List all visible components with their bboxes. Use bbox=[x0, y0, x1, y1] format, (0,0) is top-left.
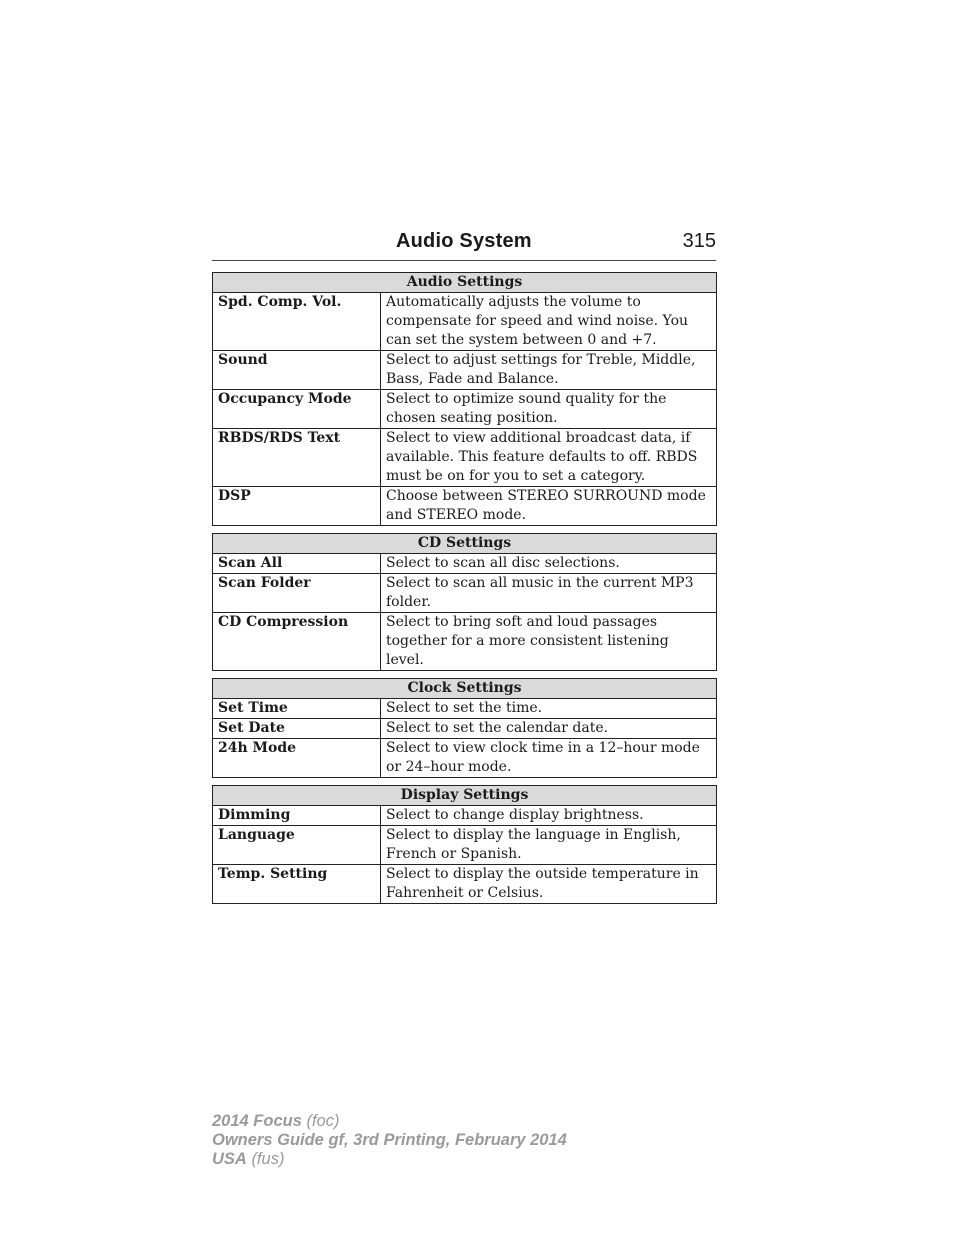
setting-name: Spd. Comp. Vol. bbox=[213, 293, 381, 351]
table-row bbox=[213, 351, 717, 390]
table-row bbox=[213, 865, 717, 904]
footer-market: USA bbox=[212, 1150, 247, 1168]
table-row bbox=[213, 390, 717, 429]
table-heading: Clock Settings bbox=[213, 679, 717, 699]
setting-description: Select to display the outside temperature in Fahrenheit or Celsius. bbox=[381, 865, 717, 904]
setting-name: Language bbox=[213, 826, 381, 865]
setting-name: Scan All bbox=[213, 554, 381, 574]
setting-name: CD Compression bbox=[213, 613, 381, 671]
setting-description: Select to bring soft and loud passages together for a more consistent listening level. bbox=[381, 613, 717, 671]
page-number: 315 bbox=[682, 230, 716, 252]
setting-name: Occupancy Mode bbox=[213, 390, 381, 429]
table-heading: Audio Settings bbox=[213, 273, 717, 293]
footer-model-code: (foc) bbox=[306, 1112, 340, 1130]
table-row bbox=[213, 806, 717, 826]
setting-description: Select to scan all music in the current MP3 folder. bbox=[381, 574, 717, 613]
setting-description: Automatically adjusts the volume to compensate for speed and wind noise. You can set the system between 0 and +7. bbox=[381, 293, 717, 351]
table-row bbox=[213, 554, 717, 574]
table-heading: Display Settings bbox=[213, 786, 717, 806]
setting-name: Dimming bbox=[213, 806, 381, 826]
table-row bbox=[213, 487, 717, 526]
setting-name: Set Date bbox=[213, 719, 381, 739]
setting-description: Select to display the language in English, French or Spanish. bbox=[381, 826, 717, 865]
table-row bbox=[213, 826, 717, 865]
cd-settings-table bbox=[212, 533, 717, 671]
setting-name: DSP bbox=[213, 487, 381, 526]
document-footer bbox=[212, 1112, 567, 1169]
setting-description: Select to scan all disc selections. bbox=[381, 554, 717, 574]
setting-description: Choose between STEREO SURROUND mode and STEREO mode. bbox=[381, 487, 717, 526]
clock-settings-table bbox=[212, 678, 717, 778]
table-row bbox=[213, 429, 717, 487]
setting-description: Select to set the time. bbox=[381, 699, 717, 719]
display-settings-table bbox=[212, 785, 717, 904]
footer-line-model bbox=[212, 1112, 567, 1131]
table-row bbox=[213, 613, 717, 671]
table-row bbox=[213, 293, 717, 351]
footer-line-market bbox=[212, 1150, 567, 1169]
setting-description: Select to adjust settings for Treble, Middle, Bass, Fade and Balance. bbox=[381, 351, 717, 390]
table-heading: CD Settings bbox=[213, 534, 717, 554]
footer-printing: Owners Guide gf, 3rd Printing, February 2014 bbox=[212, 1131, 567, 1149]
audio-settings-table bbox=[212, 272, 717, 526]
setting-name: Set Time bbox=[213, 699, 381, 719]
setting-description: Select to optimize sound quality for the chosen seating position. bbox=[381, 390, 717, 429]
settings-tables bbox=[212, 272, 716, 911]
setting-description: Select to view additional broadcast data, if available. This feature defaults to off. RBDS must be on for you to set a category. bbox=[381, 429, 717, 487]
table-row bbox=[213, 574, 717, 613]
table-row bbox=[213, 739, 717, 778]
setting-name: 24h Mode bbox=[213, 739, 381, 778]
setting-name: Temp. Setting bbox=[213, 865, 381, 904]
setting-name: Sound bbox=[213, 351, 381, 390]
setting-name: RBDS/RDS Text bbox=[213, 429, 381, 487]
footer-model: 2014 Focus bbox=[212, 1112, 302, 1130]
setting-name: Scan Folder bbox=[213, 574, 381, 613]
table-row bbox=[213, 719, 717, 739]
footer-market-code: (fus) bbox=[251, 1150, 285, 1168]
setting-description: Select to view clock time in a 12–hour mode or 24–hour mode. bbox=[381, 739, 717, 778]
page-title: Audio System bbox=[396, 230, 532, 252]
table-row bbox=[213, 699, 717, 719]
setting-description: Select to change display brightness. bbox=[381, 806, 717, 826]
page-header bbox=[212, 228, 716, 261]
setting-description: Select to set the calendar date. bbox=[381, 719, 717, 739]
